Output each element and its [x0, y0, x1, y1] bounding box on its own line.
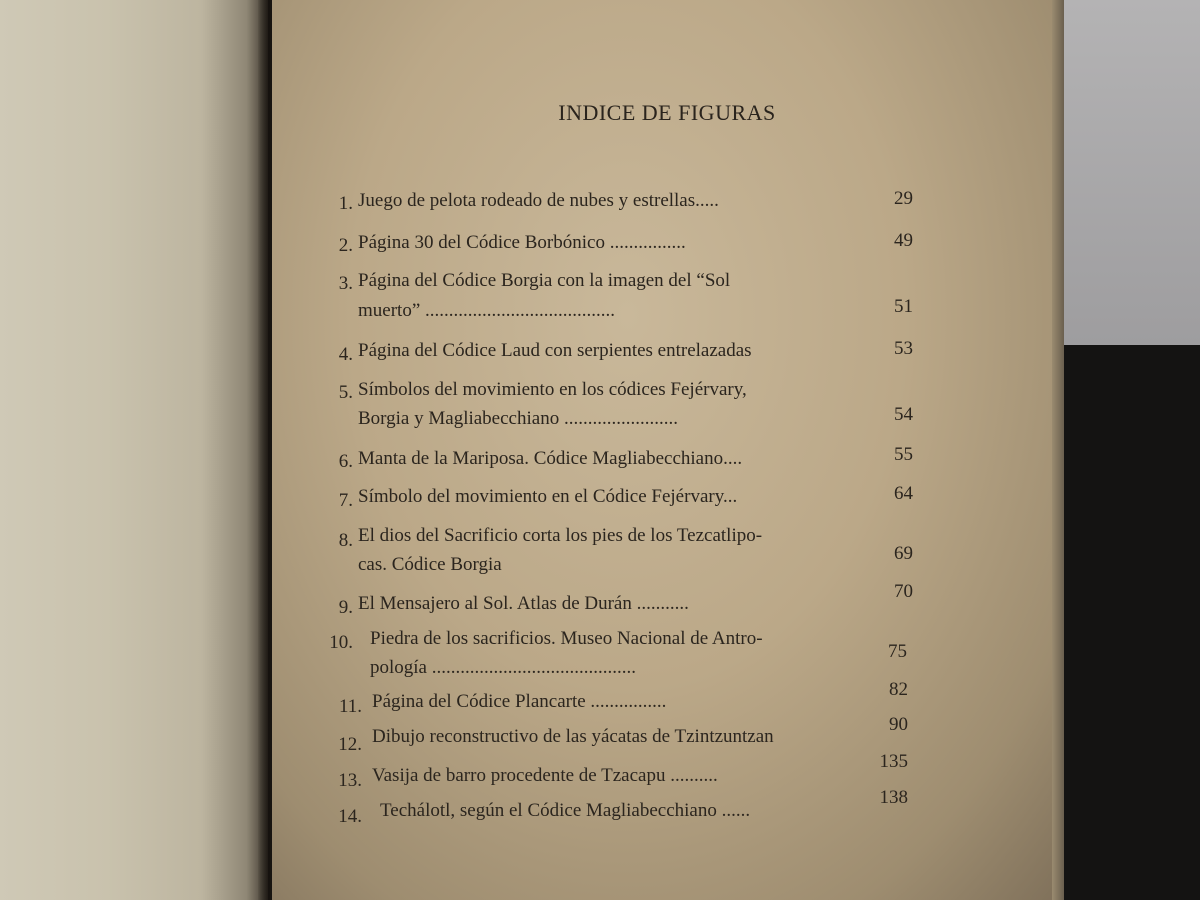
entry-number: 6.	[338, 451, 353, 472]
entry-page: 138	[879, 787, 908, 808]
entry-text: Símbolo del movimiento en el Códice Fejérvary...	[358, 486, 738, 507]
entry-text: Piedra de los sacrificios. Museo Nacional de Antro-	[370, 628, 763, 649]
entry-page: 49	[894, 230, 913, 251]
entry-text: Página del Códice Borgia con la imagen del “Sol	[358, 270, 731, 291]
entry-text-continued: muerto” ........................................	[358, 300, 616, 321]
entry-number: 14.	[338, 806, 362, 827]
entry-number: 11.	[338, 696, 362, 717]
entry-text: El dios del Sacrificio corta los pies de los Tezcatlipo-	[358, 525, 763, 546]
entry-number: 4.	[338, 344, 353, 365]
entry-page: 90	[889, 714, 908, 735]
entry-page: 55	[894, 444, 913, 465]
entry-page: 54	[894, 404, 913, 425]
entry-text: Símbolos del movimiento en los códices Fejérvary,	[358, 379, 747, 400]
entry-text: Techálotl, según el Códice Magliabecchiano ......	[380, 800, 751, 821]
entry-page: 75	[888, 641, 907, 662]
entry-page: 29	[894, 188, 913, 209]
entry-page: 51	[894, 296, 913, 317]
entry-text: Página 30 del Códice Borbónico ................	[358, 232, 686, 253]
entry-text: Dibujo reconstructivo de las yácatas de Tzintzuntzan	[372, 726, 774, 747]
entry-number: 12.	[338, 734, 362, 755]
entry-number: 13.	[338, 770, 362, 791]
entry-text: Página del Códice Laud con serpientes entrelazadas	[358, 340, 752, 361]
entry-text: El Mensajero al Sol. Atlas de Durán ...........	[358, 593, 689, 614]
entry-number: 1.	[338, 193, 353, 214]
page-title: INDICE DE FIGURAS	[558, 100, 776, 125]
entry-page: 69	[894, 543, 913, 564]
entry-number: 2.	[338, 235, 353, 256]
entry-text: Página del Códice Plancarte ................	[372, 691, 667, 712]
entry-page: 82	[889, 679, 908, 700]
entry-number: 10.	[329, 632, 353, 653]
entry-number: 3.	[338, 273, 353, 294]
entry-number: 8.	[338, 530, 353, 551]
entry-page: 53	[894, 338, 913, 359]
entry-page: 70	[894, 581, 913, 602]
entry-number: 9.	[338, 597, 353, 618]
entry-text-continued: cas. Códice Borgia	[358, 554, 502, 575]
entry-number: 7.	[338, 490, 353, 511]
entry-text-continued: Borgia y Magliabecchiano ........................	[358, 408, 678, 429]
entry-text: Vasija de barro procedente de Tzacapu ..........	[372, 765, 718, 786]
entry-text-continued: pología ...........................................	[370, 657, 636, 678]
entry-number: 5.	[338, 382, 353, 403]
entry-text: Juego de pelota rodeado de nubes y estrellas.....	[358, 190, 719, 211]
entry-text: Manta de la Mariposa. Códice Magliabecchiano....	[358, 448, 743, 469]
entry-page: 64	[894, 483, 913, 504]
entry-page: 135	[879, 751, 908, 772]
